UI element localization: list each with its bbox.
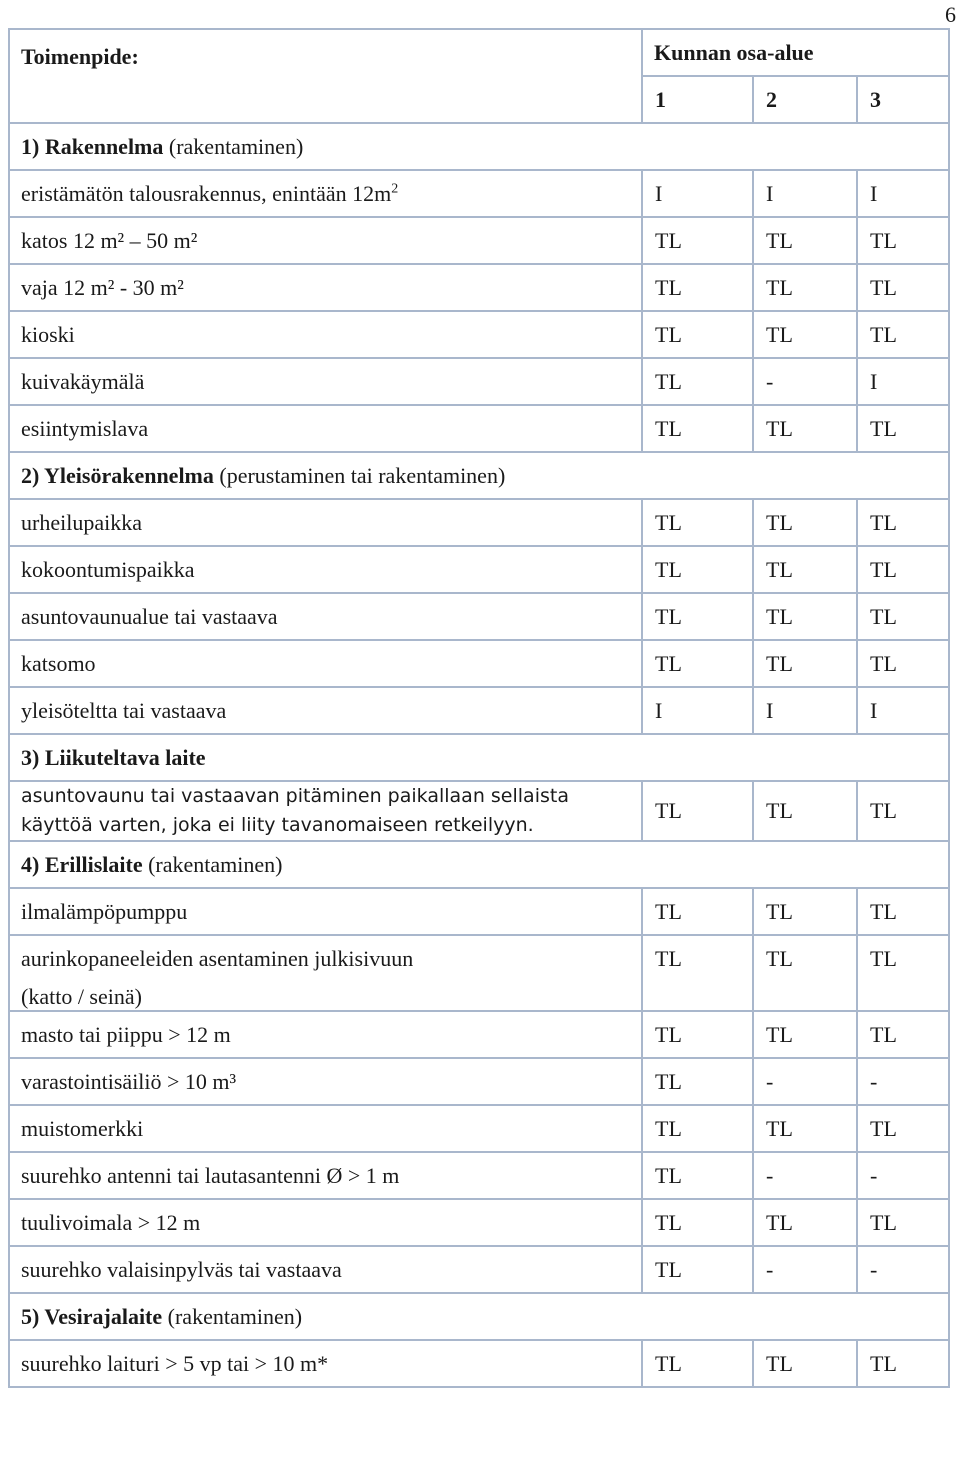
row-label: katos 12 m² – 50 m² [9, 217, 642, 264]
row-label: suurehko antenni tai lautasantenni Ø > 1 m [9, 1152, 642, 1199]
table-row [9, 781, 949, 841]
area-2-value: TL [753, 217, 857, 264]
area-1-value: TL [642, 264, 753, 311]
row-label: katsomo [9, 640, 642, 687]
area-2-value: - [753, 1246, 857, 1293]
section-1-heading [9, 123, 949, 170]
area-1-value: TL [642, 593, 753, 640]
section-row [9, 1293, 949, 1340]
row-label: ilmalämpöpumppu [9, 888, 642, 935]
row-label: asuntovaunualue tai vastaava [9, 593, 642, 640]
table-row [9, 264, 949, 311]
section-row [9, 452, 949, 499]
area-3-value: I [857, 687, 949, 734]
section-note: (rakentaminen) [162, 1303, 303, 1329]
row-label: suurehko valaisinpylväs tai vastaava [9, 1246, 642, 1293]
section-row [9, 734, 949, 781]
area-2-value: I [753, 170, 857, 217]
area-3-value: I [857, 358, 949, 405]
table-row [9, 546, 949, 593]
table-row [9, 640, 949, 687]
section-3-heading [9, 734, 949, 781]
area-3-value: - [857, 1058, 949, 1105]
area-1-value: TL [642, 781, 753, 841]
section-5-heading [9, 1293, 949, 1340]
row-label: tuulivoimala > 12 m [9, 1199, 642, 1246]
table-row [9, 935, 949, 1011]
area-1-value: TL [642, 1011, 753, 1058]
table-row [9, 405, 949, 452]
area-3-value: TL [857, 935, 949, 1011]
section-row [9, 841, 949, 888]
area-1-value: TL [642, 888, 753, 935]
area-2-value: - [753, 1152, 857, 1199]
area-1-value: TL [642, 1058, 753, 1105]
row-label: kuivakäymälä [9, 358, 642, 405]
row-label: urheilupaikka [9, 499, 642, 546]
area-2-value: I [753, 687, 857, 734]
area-1-value: I [642, 687, 753, 734]
section-2-heading [9, 452, 949, 499]
area-3-value: TL [857, 546, 949, 593]
area-1-value: TL [642, 405, 753, 452]
area-2-value: - [753, 358, 857, 405]
area-3-value: TL [857, 311, 949, 358]
row-label-text: eristämätön talousrakennus, enintään 12m [21, 180, 392, 206]
row-label: yleisöteltta tai vastaava [9, 687, 642, 734]
area-1-value: TL [642, 935, 753, 1011]
area-2-header: 2 [753, 76, 857, 123]
area-3-value: TL [857, 1199, 949, 1246]
section-4-heading [9, 841, 949, 888]
area-3-value: TL [857, 1340, 949, 1387]
section-title: 2) Yleisörakennelma [21, 462, 214, 488]
area-3-value: TL [857, 264, 949, 311]
area-2-value: TL [753, 311, 857, 358]
area-2-value: TL [753, 1011, 857, 1058]
area-3-value: I [857, 170, 949, 217]
row-label: asuntovaunu tai vastaavan pitäminen paikallaan sellaista käyttöä varten, joka ei liity tavanomaiseen retkeilyyn. [9, 781, 642, 841]
area-2-value: TL [753, 640, 857, 687]
page-number: 6 [945, 2, 956, 27]
section-note: (perustaminen tai rakentaminen) [213, 462, 506, 488]
table-row [9, 687, 949, 734]
section-title: 3) Liikuteltava laite [21, 744, 206, 770]
table-row [9, 217, 949, 264]
row-label-subtext: (katto / seinä) [21, 984, 142, 1009]
section-note: (rakentaminen) [163, 133, 304, 159]
area-2-value: TL [753, 1340, 857, 1387]
table-row [9, 170, 949, 217]
table-row [9, 1199, 949, 1246]
table-row [9, 888, 949, 935]
superscript: 2 [391, 181, 399, 197]
area-2-value: TL [753, 888, 857, 935]
area-3-value: TL [857, 781, 949, 841]
area-1-value: TL [642, 1152, 753, 1199]
table-row [9, 1058, 949, 1105]
row-label [9, 170, 642, 217]
row-label: esiintymislava [9, 405, 642, 452]
row-label: kioski [9, 311, 642, 358]
row-label: kokoontumispaikka [9, 546, 642, 593]
area-3-value: TL [857, 593, 949, 640]
area-3-value: TL [857, 1105, 949, 1152]
area-1-value: TL [642, 1199, 753, 1246]
area-2-value: TL [753, 781, 857, 841]
row-label: vaja 12 m² - 30 m² [9, 264, 642, 311]
section-title: 5) Vesirajalaite [21, 1303, 163, 1329]
area-3-value: - [857, 1152, 949, 1199]
area-2-value: TL [753, 405, 857, 452]
area-1-value: TL [642, 546, 753, 593]
area-1-value: TL [642, 311, 753, 358]
table-row [9, 1340, 949, 1387]
area-2-value: TL [753, 935, 857, 1011]
header-group: Kunnan osa-alue [642, 29, 949, 76]
section-row [9, 123, 949, 170]
section-note: (rakentaminen) [142, 851, 283, 877]
area-1-value: TL [642, 1246, 753, 1293]
row-label: masto tai piippu > 12 m [9, 1011, 642, 1058]
section-title: 1) Rakennelma [21, 133, 164, 159]
table-row [9, 1105, 949, 1152]
area-3-header: 3 [857, 76, 949, 123]
row-label-text: aurinkopaneeleiden asentaminen julkisivuun [21, 946, 414, 971]
area-1-value: TL [642, 217, 753, 264]
permit-table [8, 28, 950, 1388]
area-3-value: TL [857, 499, 949, 546]
area-3-value: - [857, 1246, 949, 1293]
table-row [9, 358, 949, 405]
row-label: muistomerkki [9, 1105, 642, 1152]
row-label: varastointisäiliö > 10 m³ [9, 1058, 642, 1105]
section-title: 4) Erillislaite [21, 851, 143, 877]
area-1-header: 1 [642, 76, 753, 123]
area-2-value: TL [753, 593, 857, 640]
area-2-value: TL [753, 1105, 857, 1152]
area-2-value: TL [753, 1199, 857, 1246]
area-1-value: TL [642, 499, 753, 546]
area-3-value: TL [857, 1011, 949, 1058]
area-3-value: TL [857, 405, 949, 452]
row-label [9, 935, 642, 1011]
area-1-value: I [642, 170, 753, 217]
header-row [9, 29, 949, 76]
area-1-value: TL [642, 1340, 753, 1387]
area-3-value: TL [857, 640, 949, 687]
area-2-value: TL [753, 499, 857, 546]
row-label: suurehko laituri > 5 vp tai > 10 m* [9, 1340, 642, 1387]
area-1-value: TL [642, 640, 753, 687]
table-row [9, 1011, 949, 1058]
table-row [9, 593, 949, 640]
area-2-value: - [753, 1058, 857, 1105]
table-row [9, 311, 949, 358]
area-2-value: TL [753, 546, 857, 593]
area-2-value: TL [753, 264, 857, 311]
area-1-value: TL [642, 1105, 753, 1152]
area-3-value: TL [857, 217, 949, 264]
header-title: Toimenpide: [9, 29, 642, 123]
area-3-value: TL [857, 888, 949, 935]
table-row [9, 499, 949, 546]
table-row [9, 1246, 949, 1293]
area-1-value: TL [642, 358, 753, 405]
table-row [9, 1152, 949, 1199]
